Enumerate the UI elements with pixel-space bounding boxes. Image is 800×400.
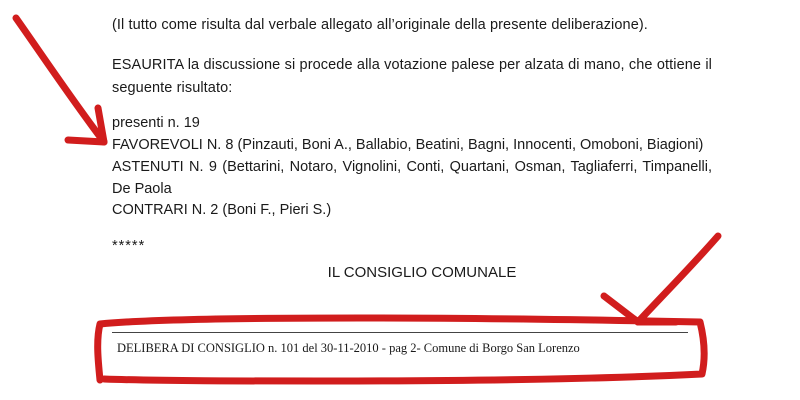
vote-line-presenti: presenti n. 19 xyxy=(112,115,200,132)
red-arrow-top-icon xyxy=(16,18,104,142)
footer-divider xyxy=(112,332,688,333)
paragraph-verbale: (Il tutto come risulta dal verbale allegato all’originale della presente deliberazione). xyxy=(112,17,648,33)
vote-line-astenuti: ASTENUTI N. 9 (Bettarini, Notaro, Vignolini, Conti, Quartani, Osman, Tagliaferri, Timpanelli, De Paola xyxy=(112,158,712,197)
vote-line-contrari: CONTRARI N. 2 (Boni F., Pieri S.) xyxy=(112,202,332,219)
footer-reference-text: DELIBERA DI CONSIGLIO n. 101 del 30-11-2010 - pag 2- Comune di Borgo San Lorenzo xyxy=(117,341,580,355)
council-title: IL CONSIGLIO COMUNALE xyxy=(327,264,517,282)
separator-asterisks: ***** xyxy=(112,238,146,255)
document-text-body xyxy=(112,14,712,281)
vote-line-favorevoli: FAVOREVOLI N. 8 (Pinzauti, Boni A., Ballabio, Beatini, Bagni, Innocenti, Omoboni, Biagioni) xyxy=(112,137,704,154)
vote-results-block xyxy=(112,113,712,222)
paragraph-esaurita: ESAURITA la discussione si procede alla votazione palese per alzata di mano, che ottiene il seguente risultato: xyxy=(112,57,712,96)
